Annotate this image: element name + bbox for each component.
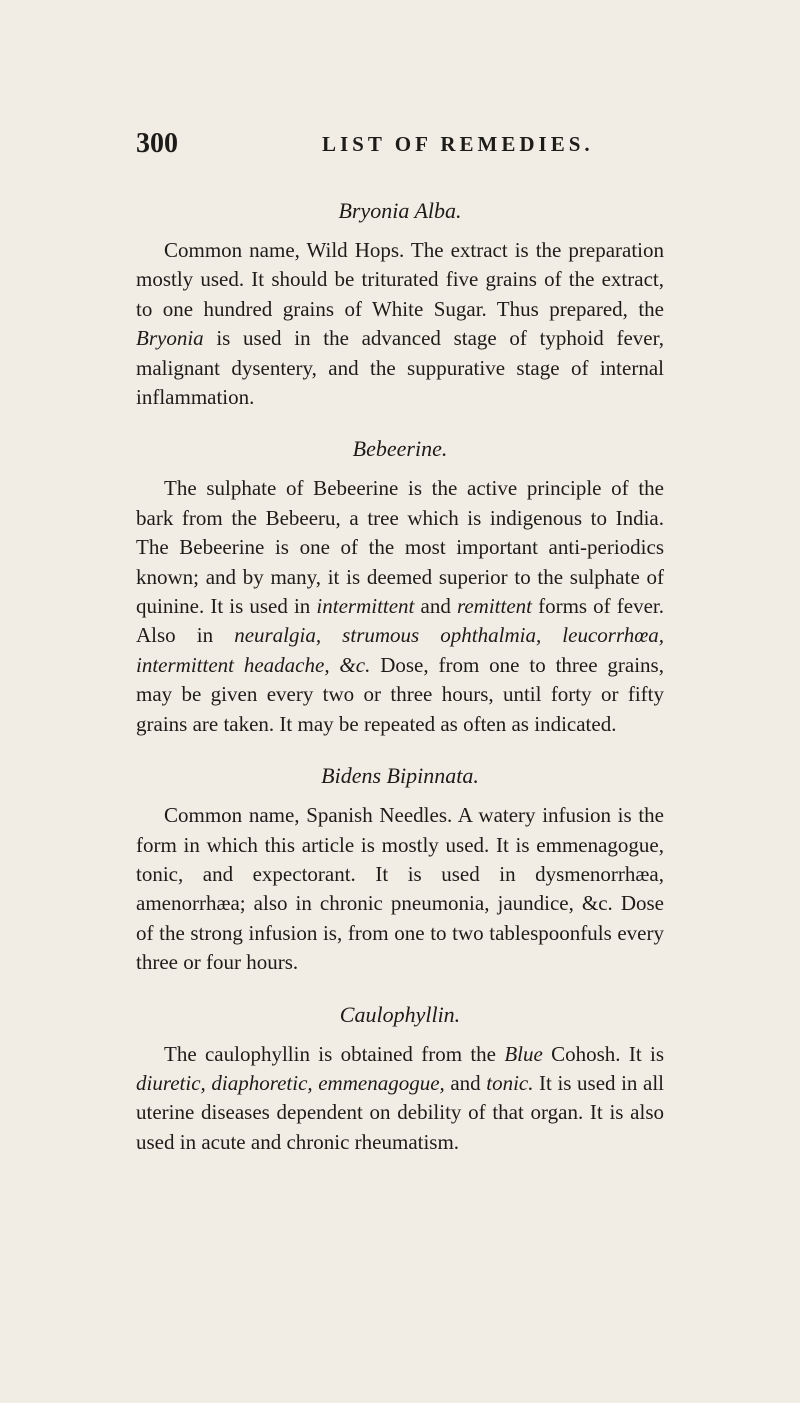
italic-text: Blue (504, 1041, 543, 1066)
text-run: It is used in all uterine diseases dependent on debility of that organ. It is also used in acute and chronic rheumatism. (136, 1070, 664, 1154)
running-title: LIST OF REMEDIES. (322, 132, 594, 156)
remedy-section (136, 434, 664, 739)
page-content (136, 196, 664, 1179)
section-paragraph (136, 474, 664, 739)
running-head (136, 128, 696, 168)
section-paragraph (136, 1040, 664, 1158)
remedy-section (136, 761, 664, 977)
text-run: is used in the advanced stage of typhoid fever, malignant dysentery, and the suppurative stage of internal inflammation. (136, 326, 664, 410)
text-run: and (444, 1070, 487, 1095)
italic-text: diuretic, diaphoretic, emmenagogue, (136, 1070, 445, 1095)
section-title: Bidens Bipinnata. (321, 763, 479, 789)
italic-text: neuralgia, strumous ophthalmia, leucorrhœa, intermittent headache, &c. (136, 623, 664, 677)
italic-text: tonic. (486, 1070, 534, 1095)
remedy-section (136, 196, 664, 412)
italic-text: remittent (456, 594, 532, 619)
italic-text: intermittent (316, 594, 415, 619)
section-paragraph (136, 236, 664, 412)
text-run: forms of fever. Also in (136, 594, 664, 648)
section-title: Caulophyllin. (339, 1001, 461, 1027)
text-run: Common name, Wild Hops. The extract is the preparation mostly used. It should be triturated five grains of the extract, to one hundred grains of White Sugar. Thus prepared, the (136, 238, 664, 321)
section-paragraph (136, 801, 664, 977)
text-run: Cohosh. It is (542, 1041, 665, 1066)
remedy-section (136, 1000, 664, 1158)
italic-text: Bryonia (136, 326, 204, 351)
page-number: 300 (136, 128, 178, 159)
section-title: Bebeerine. (352, 436, 448, 462)
text-run: Dose, from one to three grains, may be given every two or three hours, until forty or fifty grains are taken. It may be repeated as often as indicated. (136, 652, 664, 736)
text-run: Common name, Spanish Needles. A watery infusion is the form in which this article is mostly used. It is emmenagogue, tonic, and expectorant. It is used in dysmenorrhæa, amenorrhæa; also in chronic pneumonia, jaundice, &c. Dose of the strong infusion is, from one to two tablespoonfuls every three or four hours. (136, 803, 664, 975)
text-run: The caulophyllin is obtained from the (164, 1041, 505, 1066)
text-run: and (414, 594, 457, 619)
text-run: The sulphate of Bebeerine is the active principle of the bark from the Bebeeru, a tree which is indigenous to India. The Bebeerine is one of the most important anti-periodics known; and by many, it is deemed superior to the sulphate of quinine. It is used in (136, 476, 664, 619)
section-title: Bryonia Alba. (338, 198, 462, 223)
